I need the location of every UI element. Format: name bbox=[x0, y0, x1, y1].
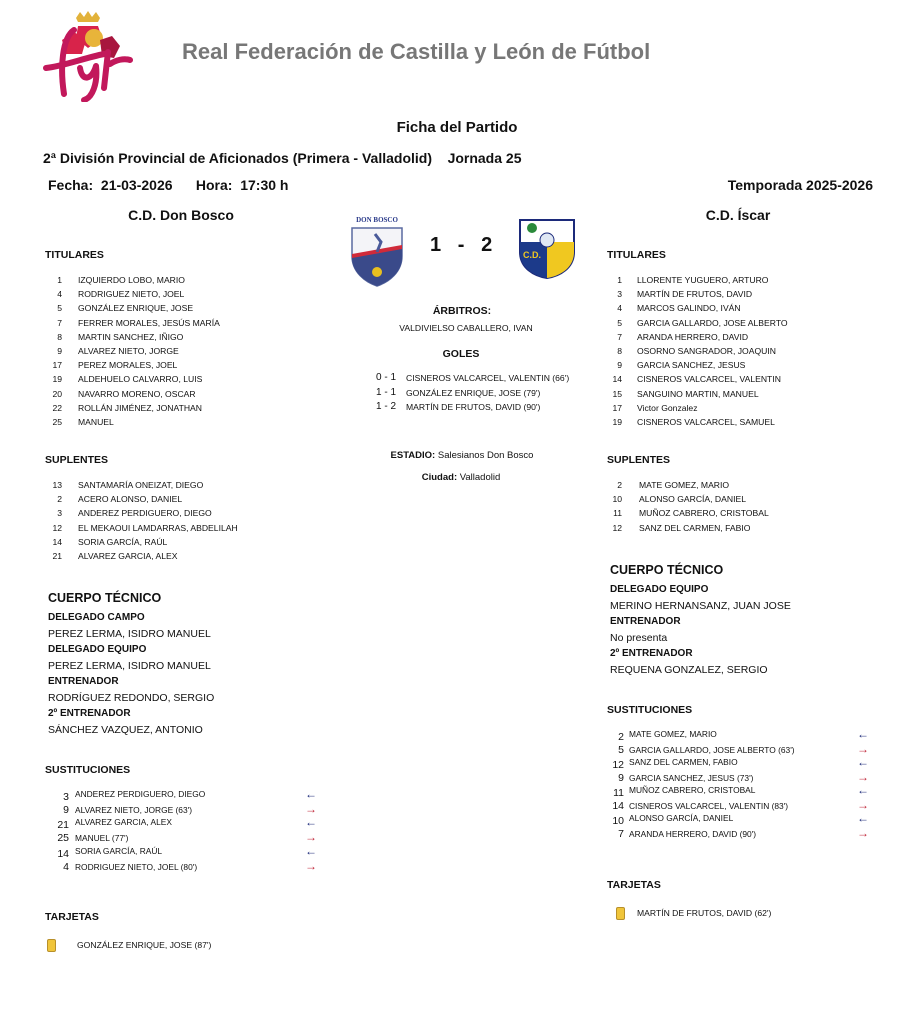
arrow-right-icon: → bbox=[305, 830, 317, 844]
home-staff-role: ENTRENADOR bbox=[48, 676, 119, 687]
away-staff-role: 2º ENTRENADOR bbox=[610, 648, 693, 659]
player-name: MANUEL (77') bbox=[75, 833, 129, 843]
away-substitutions-heading: SUSTITUCIONES bbox=[607, 704, 693, 716]
away-substitution-row bbox=[0, 812, 900, 825]
player-name: OSORNO SANGRADOR, JOAQUIN bbox=[637, 346, 776, 356]
player-name: ANDEREZ PERDIGUERO, DIEGO bbox=[78, 508, 212, 519]
arrow-left-icon: ← bbox=[305, 844, 317, 858]
player-name: RODRIGUEZ NIETO, JOEL (80') bbox=[75, 862, 198, 872]
fcylf-logo bbox=[34, 8, 138, 107]
player-name: SANZ DEL CARMEN, FABIO bbox=[639, 522, 751, 533]
shirt-number: 10 bbox=[612, 494, 622, 505]
goal-scorer: MARTÍN DE FRUTOS, DAVID (90') bbox=[406, 402, 541, 412]
shirt-number: 14 bbox=[612, 374, 622, 385]
goal-scorer: CISNEROS VALCARCEL, VALENTIN (66') bbox=[406, 373, 570, 383]
arrow-left-icon: ← bbox=[305, 815, 317, 829]
shirt-number: 5 bbox=[57, 303, 62, 314]
shirt-number: 13 bbox=[52, 480, 62, 490]
shirt-number: 14 bbox=[612, 800, 624, 812]
goal-score: 0 - 1 bbox=[376, 372, 397, 383]
home-staff-name: SÁNCHEZ VAZQUEZ, ANTONIO bbox=[48, 724, 203, 736]
away-starters-player bbox=[0, 302, 900, 314]
org-title: Real Federación de Castilla y León de Fútbol bbox=[182, 39, 651, 64]
stadium-value: Salesianos Don Bosco bbox=[437, 450, 534, 461]
score bbox=[430, 234, 492, 257]
player-name: GARCIA GALLARDO, JOSE ALBERTO bbox=[637, 317, 788, 328]
referees-label: ÁRBITROS: bbox=[432, 305, 492, 317]
shirt-number: 20 bbox=[52, 388, 62, 399]
player-name: ARANDA HERRERO, DAVID (90') bbox=[629, 829, 757, 839]
shirt-number: 17 bbox=[52, 360, 62, 371]
away-starters-player bbox=[0, 288, 900, 300]
player-name: MANUEL bbox=[78, 417, 114, 427]
shirt-number: 9 bbox=[63, 804, 69, 816]
stadium-label: ESTADIO: bbox=[390, 450, 436, 461]
home-subs-player bbox=[0, 550, 900, 562]
player-name: RODRIGUEZ NIETO, JOEL bbox=[78, 289, 185, 300]
away-staff-name: No presenta bbox=[610, 632, 668, 644]
date-time bbox=[48, 177, 288, 193]
svg-text:C.D.: C.D. bbox=[523, 250, 541, 260]
shirt-number: 10 bbox=[612, 815, 624, 827]
home-subs-heading: SUPLENTES bbox=[45, 454, 109, 466]
player-name: MARCOS GALINDO, IVÁN bbox=[637, 303, 741, 314]
player-name: GARCIA SANCHEZ, JESUS (73') bbox=[629, 773, 754, 783]
away-staff-name: MERINO HERNANSANZ, JUAN JOSE bbox=[610, 600, 791, 612]
svg-text:DON BOSCO: DON BOSCO bbox=[356, 216, 398, 224]
player-name: SANZ DEL CARMEN, FABIO bbox=[629, 757, 738, 767]
home-staff-role: DELEGADO EQUIPO bbox=[48, 644, 147, 655]
arrow-right-icon: → bbox=[857, 826, 869, 840]
player-name: MUÑOZ CABRERO, CRISTOBAL bbox=[639, 508, 769, 519]
shirt-number: 2 bbox=[618, 731, 624, 743]
player-name: ACERO ALONSO, DANIEL bbox=[78, 494, 183, 505]
home-substitutions-heading: SUSTITUCIONES bbox=[45, 764, 131, 776]
away-substitution-row bbox=[0, 828, 900, 841]
shirt-number: 4 bbox=[617, 303, 622, 314]
goal-scorer: GONZÁLEZ ENRIQUE, JOSE (79') bbox=[406, 387, 541, 398]
player-name: SORIA GARCÍA, RAÚL bbox=[75, 846, 163, 856]
shirt-number: 11 bbox=[613, 508, 622, 519]
player-name: CISNEROS VALCARCEL, SAMUEL bbox=[637, 417, 775, 427]
shirt-number: 5 bbox=[617, 317, 622, 328]
player-name: ALONSO GARCÍA, DANIEL bbox=[639, 494, 746, 505]
away-cards-heading: TARJETAS bbox=[607, 879, 661, 891]
city-label: Ciudad: bbox=[421, 472, 458, 483]
goal-score: 1 - 1 bbox=[376, 386, 397, 398]
arrow-left-icon: ← bbox=[857, 727, 869, 741]
away-staff-role: DELEGADO EQUIPO bbox=[610, 584, 709, 595]
shirt-number: 7 bbox=[618, 828, 624, 840]
player-name: GARCIA SANCHEZ, JESUS bbox=[637, 360, 746, 371]
away-substitution-row bbox=[0, 784, 900, 797]
player-name: ALVAREZ NIETO, JORGE bbox=[78, 346, 179, 356]
player-name: ALVAREZ NIETO, JORGE (63') bbox=[75, 805, 193, 815]
away-team-name: C.D. Íscar bbox=[705, 207, 771, 223]
away-staff-heading: CUERPO TÉCNICO bbox=[610, 563, 724, 577]
player-name: SANTAMARÍA ONEIZAT, DIEGO bbox=[78, 480, 204, 490]
away-subs-player bbox=[0, 507, 900, 519]
home-substitution-row bbox=[0, 845, 900, 858]
player-name: GONZÁLEZ ENRIQUE, JOSE bbox=[78, 303, 194, 314]
shirt-number: 17 bbox=[612, 402, 622, 413]
competition-line bbox=[43, 150, 522, 166]
arrow-left-icon: ← bbox=[857, 811, 869, 825]
home-staff-name: PEREZ LERMA, ISIDRO MANUEL bbox=[48, 660, 211, 672]
player-name: FERRER MORALES, JESÚS MARÍA bbox=[78, 317, 220, 328]
score-separator: - bbox=[457, 234, 465, 256]
shirt-number: 5 bbox=[618, 744, 624, 756]
away-subs-player bbox=[0, 493, 900, 505]
round: Jornada 25 bbox=[447, 150, 522, 166]
shirt-number: 14 bbox=[52, 536, 62, 547]
player-name: EL MEKAOUI LAMDARRAS, ABDELILAH bbox=[78, 522, 238, 533]
score-away: 2 bbox=[481, 234, 493, 256]
city-value: Valladolid bbox=[459, 472, 501, 483]
shirt-number: 1 bbox=[57, 275, 62, 285]
away-subs-player bbox=[0, 479, 900, 491]
score-home: 1 bbox=[430, 234, 442, 256]
shirt-number: 3 bbox=[57, 508, 62, 519]
player-name: NAVARRO MORENO, OSCAR bbox=[78, 388, 196, 399]
home-staff-heading: CUERPO TÉCNICO bbox=[48, 591, 162, 605]
arrow-right-icon: → bbox=[305, 859, 317, 873]
shirt-number: 7 bbox=[617, 331, 622, 342]
shirt-number: 8 bbox=[617, 346, 622, 356]
shirt-number: 9 bbox=[617, 360, 622, 371]
shirt-number: 4 bbox=[63, 861, 69, 873]
player-name: ANDEREZ PERDIGUERO, DIEGO bbox=[75, 789, 206, 799]
away-substitution-row bbox=[0, 728, 900, 741]
shirt-number: 4 bbox=[57, 289, 62, 300]
shirt-number: 19 bbox=[52, 374, 62, 385]
shirt-number: 7 bbox=[57, 317, 62, 328]
player-name: GARCIA GALLARDO, JOSE ALBERTO (63') bbox=[629, 745, 795, 755]
referee-name: VALDIVIELSO CABALLERO, IVAN bbox=[399, 323, 533, 333]
arrow-right-icon: → bbox=[305, 802, 317, 816]
player-name: ALVAREZ GARCIA, ALEX bbox=[75, 817, 172, 827]
player-name: SANGUINO MARTIN, MANUEL bbox=[637, 388, 759, 399]
player-name: MATE GOMEZ, MARIO bbox=[629, 729, 717, 739]
shirt-number: 12 bbox=[612, 759, 624, 771]
time-value: 17:30 h bbox=[240, 177, 289, 193]
home-staff-role: 2º ENTRENADOR bbox=[48, 708, 131, 719]
shirt-number: 2 bbox=[57, 494, 62, 505]
player-name: IZQUIERDO LOBO, MARIO bbox=[78, 275, 185, 285]
shirt-number: 8 bbox=[57, 331, 62, 342]
competition: 2ª División Provincial de Aficionados (Primera - Valladolid) bbox=[43, 150, 432, 166]
shirt-number: 25 bbox=[57, 832, 69, 844]
away-starters-player bbox=[0, 373, 900, 385]
date-value: 21-03-2026 bbox=[100, 177, 173, 193]
shirt-number: 3 bbox=[63, 791, 69, 803]
player-name: MUÑOZ CABRERO, CRISTOBAL bbox=[629, 785, 756, 795]
home-yellow-card-icon bbox=[47, 939, 56, 952]
arrow-right-icon: → bbox=[857, 770, 869, 784]
away-staff-name: REQUENA GONZALEZ, SERGIO bbox=[610, 664, 768, 676]
home-staff-name: PEREZ LERMA, ISIDRO MANUEL bbox=[48, 628, 211, 640]
stadium bbox=[391, 450, 534, 461]
shirt-number: 1 bbox=[617, 275, 622, 285]
player-name: Victor Gonzalez bbox=[637, 402, 698, 413]
arrow-left-icon: ← bbox=[305, 787, 317, 801]
home-starters-heading: TITULARES bbox=[45, 249, 104, 261]
away-starters-player bbox=[0, 402, 900, 414]
player-name: CISNEROS VALCARCEL, VALENTIN (83') bbox=[629, 801, 789, 811]
goal-score: 1 - 2 bbox=[376, 401, 397, 412]
player-name: CISNEROS VALCARCEL, VALENTIN bbox=[637, 374, 781, 385]
shirt-number: 21 bbox=[57, 819, 69, 831]
player-name: MARTÍN DE FRUTOS, DAVID bbox=[637, 289, 753, 300]
shirt-number: 11 bbox=[613, 787, 624, 799]
away-starters-player bbox=[0, 345, 900, 357]
arrow-left-icon: ← bbox=[857, 755, 869, 769]
away-yellow-card-icon bbox=[616, 907, 625, 920]
shirt-number: 15 bbox=[612, 388, 622, 399]
away-starters-player bbox=[0, 388, 900, 400]
shirt-number: 3 bbox=[617, 289, 622, 300]
player-name: ALDEHUELO CALVARRO, LUIS bbox=[78, 374, 203, 385]
away-starters-player bbox=[0, 416, 900, 428]
player-name: ARANDA HERRERO, DAVID bbox=[637, 331, 749, 342]
player-name: ALVAREZ GARCIA, ALEX bbox=[78, 551, 178, 561]
time-label: Hora: bbox=[195, 177, 233, 193]
player-name: LLORENTE YUGUERO, ARTURO bbox=[637, 275, 769, 285]
away-staff-role: ENTRENADOR bbox=[610, 616, 681, 627]
away-starters-player bbox=[0, 274, 900, 286]
away-starters-heading: TITULARES bbox=[607, 249, 666, 261]
home-substitution-row bbox=[0, 861, 900, 874]
player-name: ROLLÁN JIMÉNEZ, JONATHAN bbox=[78, 402, 202, 413]
shirt-number: 12 bbox=[612, 522, 622, 533]
away-subs-heading: SUPLENTES bbox=[607, 454, 671, 466]
home-team-name: C.D. Don Bosco bbox=[128, 207, 234, 223]
home-card-player: GONZÁLEZ ENRIQUE, JOSE (87') bbox=[77, 940, 212, 950]
player-name: MARTIN SANCHEZ, IÑIGO bbox=[78, 331, 184, 342]
home-staff-name: RODRÍGUEZ REDONDO, SERGIO bbox=[48, 692, 215, 704]
shirt-number: 22 bbox=[52, 402, 62, 413]
arrow-left-icon: ← bbox=[857, 783, 869, 797]
goals-label: GOLES bbox=[442, 348, 480, 360]
home-staff-role: DELEGADO CAMPO bbox=[48, 612, 145, 623]
shirt-number: 9 bbox=[618, 772, 624, 784]
away-subs-player bbox=[0, 522, 900, 534]
shirt-number: 14 bbox=[57, 848, 69, 860]
home-subs-player bbox=[0, 536, 900, 548]
away-card-player: MARTÍN DE FRUTOS, DAVID (62') bbox=[637, 908, 772, 918]
arrow-right-icon: → bbox=[857, 742, 869, 756]
player-name: PEREZ MORALES, JOEL bbox=[78, 360, 178, 371]
season: Temporada 2025-2026 bbox=[727, 177, 873, 193]
player-name: ALONSO GARCÍA, DANIEL bbox=[629, 813, 734, 823]
away-starters-player bbox=[0, 317, 900, 329]
arrow-right-icon: → bbox=[857, 798, 869, 812]
home-cards-heading: TARJETAS bbox=[45, 911, 99, 923]
away-substitution-row bbox=[0, 756, 900, 769]
doc-title: Ficha del Partido bbox=[396, 119, 518, 136]
player-name: SORIA GARCÍA, RAÚL bbox=[78, 536, 168, 547]
shirt-number: 9 bbox=[57, 346, 62, 356]
shirt-number: 19 bbox=[612, 417, 622, 427]
date-label: Fecha: bbox=[48, 177, 94, 193]
shirt-number: 2 bbox=[617, 480, 622, 490]
shirt-number: 25 bbox=[52, 417, 62, 427]
shirt-number: 21 bbox=[52, 551, 62, 561]
shirt-number: 12 bbox=[52, 522, 62, 533]
player-name: MATE GOMEZ, MARIO bbox=[639, 480, 730, 490]
away-starters-player bbox=[0, 331, 900, 343]
away-starters-player bbox=[0, 359, 900, 371]
